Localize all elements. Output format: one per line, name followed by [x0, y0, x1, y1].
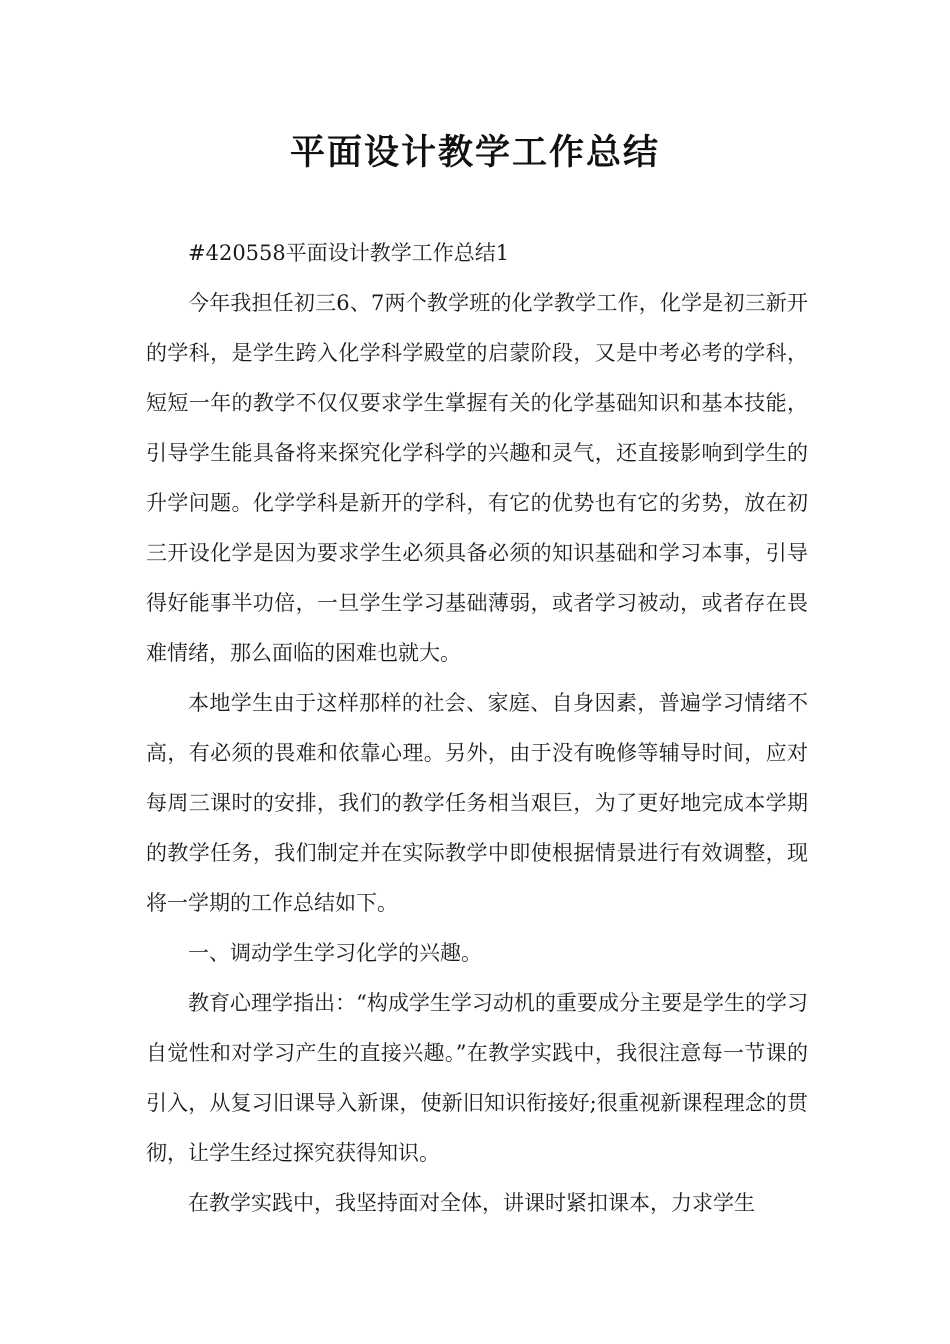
paragraph-practice: 在教学实践中，我坚持面对全体，讲课时紧扣课本，力求学生	[188, 1191, 755, 1215]
section-heading-interest: 一、调动学生学习化学的兴趣。	[188, 941, 482, 965]
paragraph-intro: 今年我担任初三6、7两个教学班的化学教学工作，化学是初三新开的学科，是学生跨入化学科学殿堂的启蒙阶段，又是中考必考的学科，短短一年的教学不仅仅要求学生掌握有关的化学基础知识和基本技能，引导学生能具备将来探究化学科学的兴趣和灵气，还直接影响到学生的升学问题。化学学科是新开的学科，有它的优势也有它的劣势，放在初三开设化学是因为要求学生必须具备必须的知识基础和学习本事，引导得好能事半功倍，一旦学生学习基础薄弱，或者学习被动，或者存在畏难情绪，那么面临的困难也就大。	[146, 291, 808, 665]
paragraph-psychology: 教育心理学指出：“构成学生学习动机的重要成分主要是学生的学习自觉性和对学习产生的直接兴趣。”在教学实践中，我很注意每一节课的引入，从复习旧课导入新课，使新旧知识衔接好;很重视新课程理念的贯彻，让学生经过探究获得知识。	[146, 991, 808, 1165]
paragraph-students: 本地学生由于这样那样的社会、家庭、自身因素，普遍学习情绪不高，有必须的畏难和依靠心理。另外，由于没有晚修等辅导时间，应对每周三课时的安排，我们的教学任务相当艰巨，为了更好地完成本学期的教学任务，我们制定并在实际教学中即使根据情景进行有效调整，现将一学期的工作总结如下。	[146, 691, 808, 915]
document-title: 平面设计教学工作总结	[289, 133, 660, 173]
document-body	[146, 228, 808, 1228]
paragraph-doc-heading: #420558平面设计教学工作总结1	[188, 241, 510, 265]
